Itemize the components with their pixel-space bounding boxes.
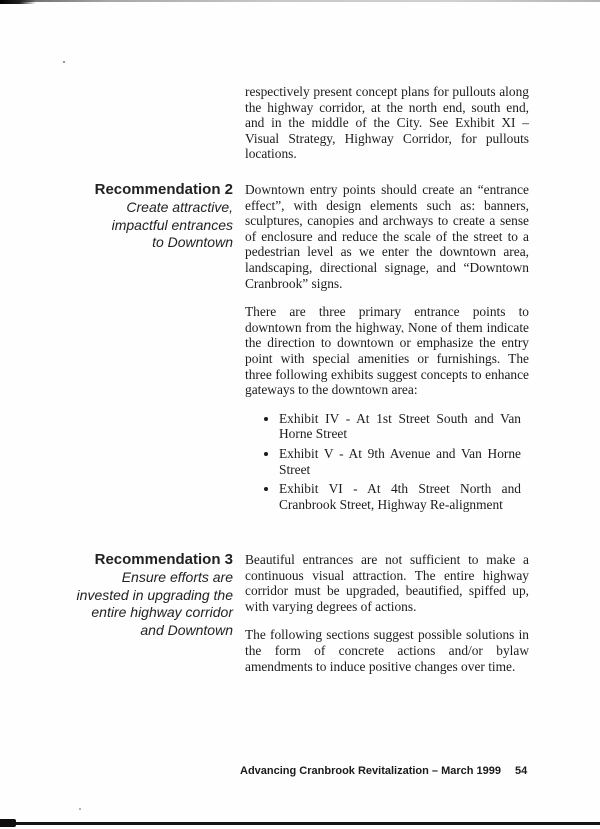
scan-edge-bottom-left [0,819,16,827]
exhibit-list-item: • Exhibit IV - At 1st Street South and Van Horne Street [279,411,521,442]
scan-edge-top-left [0,0,36,4]
exhibit-list [245,411,529,513]
scan-speck [63,61,65,63]
recommendation-3-body [245,552,529,674]
recommendation-2-paragraph-2: There are three primary entrance points to downtown from the highway. None of them indicate the direction to downtown or emphasize the entry point with special amenities or furnishings. The three following exhibits suggest concepts to enhance gateways to the downtown area: [245,304,529,398]
exhibit-list-item: • Exhibit V - At 9th Avenue and Van Horne Street [279,446,521,477]
recommendation-3-subtitle-line: Ensure efforts are [121,569,233,585]
recommendation-3-paragraph-1: Beautiful entrances are not sufficient to make a continuous visual attraction. The entire highway corridor must be upgraded, beautified, spiffed up, with varying degrees of actions. [245,552,529,614]
recommendation-2-subtitle-line: impactful entrances [111,216,233,233]
scan-edge-top [0,0,600,2]
recommendation-3-subtitle-line: invested in upgrading the [76,586,233,603]
recommendation-2-body [245,182,529,516]
recommendation-3-subtitle-line: entire highway corridor [91,604,233,620]
recommendation-2-title: Recommendation 2 [94,181,233,198]
recommendation-3-subtitle-line: and Downtown [140,621,233,638]
recommendation-3-paragraph-2: The following sections suggest possible solutions in the form of concrete actions and/or bylaw amendments to induce positive changes over time. [245,627,529,674]
exhibit-list-item: • Exhibit VI - At 4th Street North and Cranbrook Street, Highway Re-alignment [279,481,521,512]
page-number: 54 [515,765,528,777]
scan-speck [79,808,81,810]
intro-paragraph: respectively present concept plans for pullouts along the highway corridor, at the north end, south end, and in the middle of the City. See Exhibit XI – Visual Strategy, Highway Corridor, for pullouts locations. [245,84,529,162]
recommendation-2-label [33,181,233,252]
recommendation-3-title: Recommendation 3 [94,551,233,568]
recommendation-3-label [33,551,233,639]
intro-section [245,84,529,162]
recommendation-2-subtitle-line: Create attractive, [126,199,233,215]
footer-title: Advancing Cranbrook Revitalization – March 1999 [240,765,502,777]
recommendation-2-paragraph-1: Downtown entry points should create an “entrance effect”, with design elements such as: banners, sculptures, canopies and archways to create a sense of enclosure and reduce the scale of the street to a pedestrian level as we enter the downtown area, landscaping, directional signage, and “Downtown Cranbrook” signs. [245,182,529,291]
recommendation-2-subtitle-line: to Downtown [152,234,233,250]
scan-edge-bottom [0,822,600,825]
